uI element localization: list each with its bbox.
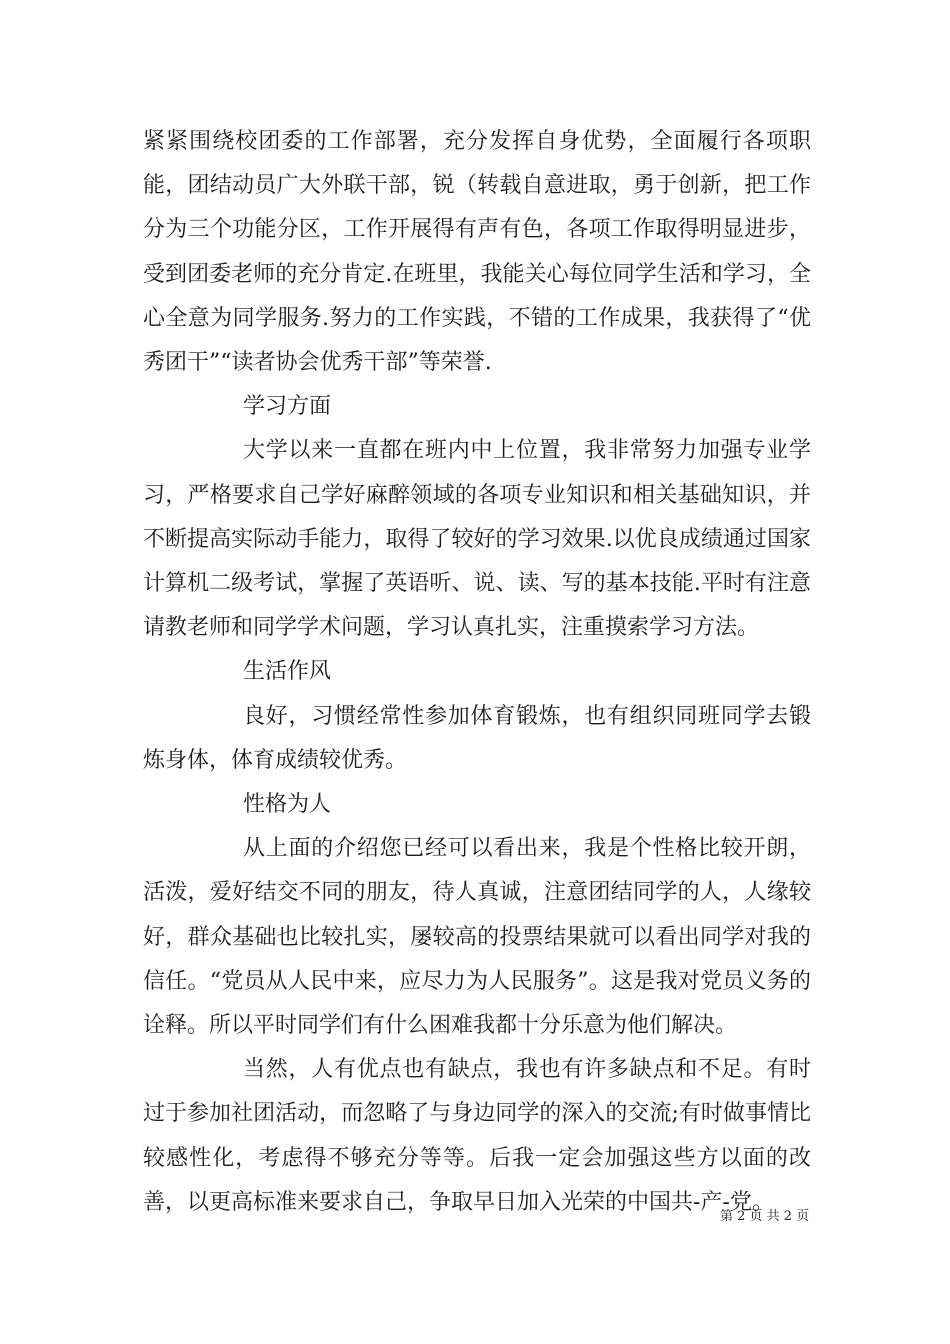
section-heading-personality: 性格为人 [243,792,332,818]
paragraph-personality: 从上面的介绍您已经可以看出来，我是个性格比较开朗，活泼，爱好结交不同的朋友，待人真诚，注意团结同学的人，人缘较好，群众基础也比较扎实，屡较高的投票结果就可以看出同学对我的信任。“党员从人民中来，应尽力为人民服务”。这是我对党员义务的诠释。所以平时同学们有什么困难我都十分乐意为他们解决。 [143,836,811,1039]
paragraph-lifestyle: 良好，习惯经常性参加体育锻炼，也有组织同班同学去锻炼身体，体育成绩较优秀。 [143,703,811,773]
section-heading-lifestyle: 生活作风 [243,659,332,685]
section-heading-study: 学习方面 [243,394,332,420]
paragraph-intro: 紧紧围绕校团委的工作部署，充分发挥自身优势，全面履行各项职能，团结动员广大外联干部，锐（转载自意进取，勇于创新，把工作分为三个功能分区，工作开展得有声有色，各项工作取得明显进步，受到团委老师的充分肯定.在班里，我能关心每位同学生活和学习，全心全意为同学服务.努力的工作实践，不错的工作成果，我获得了“优秀团干”“读者协会优秀干部”等荣誉. [143,129,811,376]
page-number-footer: 第 2 页 共 2 页 [720,1209,810,1224]
paragraph-study: 大学以来一直都在班内中上位置，我非常努力加强专业学习，严格要求自己学好麻醉领域的各项专业知识和相关基础知识，并不断提高实际动手能力，取得了较好的学习效果.以优良成绩通过国家计算机二级考试，掌握了英语听、说、读、写的基本技能.平时有注意请教老师和同学学术问题，学习认真扎实，注重摸索学习方法。 [143,438,811,641]
document-body [143,120,811,1225]
paragraph-conclusion: 当然，人有优点也有缺点，我也有许多缺点和不足。有时过于参加社团活动，而忽略了与身边同学的深入的交流;有时做事情比较感性化，考虑得不够充分等等。后我一定会加强这些方以面的改善，以更高标准来要求自己，争取早日加入光荣的中国共-产-党。 [143,1057,811,1215]
